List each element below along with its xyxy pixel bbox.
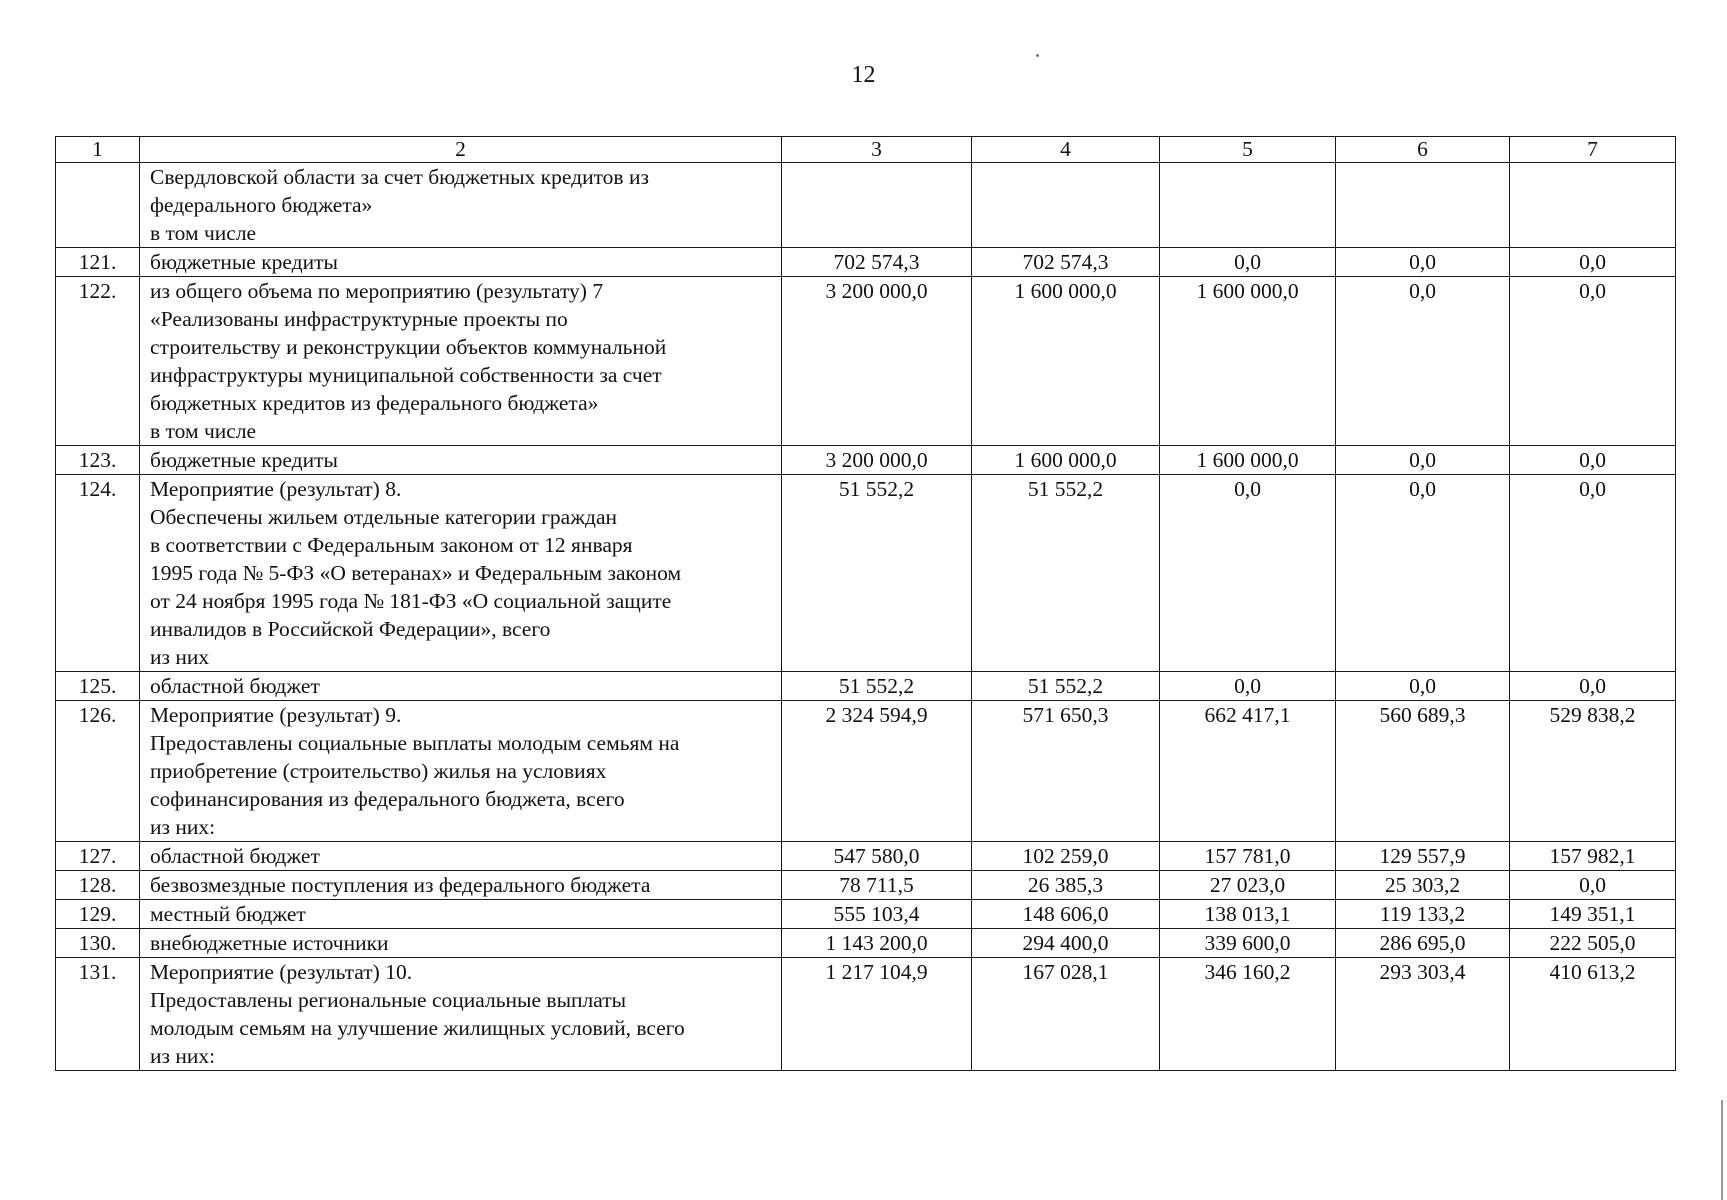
table-row <box>56 446 1676 475</box>
table-row <box>56 163 1676 248</box>
description-line: строительству и реконструкции объектов коммунальной <box>150 335 667 359</box>
description-line: Мероприятие (результат) 10. <box>150 960 413 984</box>
value-col-6: 25 303,2 <box>1336 871 1510 900</box>
value-col-3: 1 217 104,9 <box>782 958 972 1071</box>
value-col-4: 148 606,0 <box>972 900 1160 929</box>
page-number: 12 <box>851 62 876 88</box>
value-col-6: 119 133,2 <box>1336 900 1510 929</box>
row-number: 130. <box>56 929 140 958</box>
value-col-7: 0,0 <box>1510 672 1676 701</box>
description-line: молодым семьям на улучшение жилищных условий, всего <box>150 1016 685 1040</box>
row-number: 123. <box>56 446 140 475</box>
value-col-7: 529 838,2 <box>1510 701 1676 842</box>
description-line: Мероприятие (результат) 9. <box>150 703 402 727</box>
header-cell: 3 <box>782 137 972 163</box>
header-cell: 6 <box>1336 137 1510 163</box>
description-line: из них <box>150 645 210 669</box>
row-description <box>140 929 782 958</box>
description-line: инвалидов в Российской Федерации», всего <box>150 617 551 641</box>
description-line: Предоставлены социальные выплаты молодым семьям на <box>150 731 680 755</box>
value-col-3: 51 552,2 <box>782 672 972 701</box>
value-col-7: 0,0 <box>1510 446 1676 475</box>
row-description <box>140 672 782 701</box>
description-line: софинансирования из федерального бюджета, всего <box>150 787 625 811</box>
value-col-5: 339 600,0 <box>1160 929 1336 958</box>
value-col-5: 157 781,0 <box>1160 842 1336 871</box>
value-col-3: 3 200 000,0 <box>782 446 972 475</box>
value-col-6: 0,0 <box>1336 248 1510 277</box>
row-description <box>140 871 782 900</box>
value-col-5: 0,0 <box>1160 672 1336 701</box>
description-line: от 24 ноября 1995 года № 181-ФЗ «О социальной защите <box>150 589 672 613</box>
table-row <box>56 277 1676 446</box>
value-col-4: 1 600 000,0 <box>972 446 1160 475</box>
value-col-4: 26 385,3 <box>972 871 1160 900</box>
value-col-7: 0,0 <box>1510 475 1676 672</box>
value-col-5: 0,0 <box>1160 248 1336 277</box>
header-cell: 7 <box>1510 137 1676 163</box>
value-col-4: 167 028,1 <box>972 958 1160 1071</box>
table-row <box>56 672 1676 701</box>
value-col-6: 0,0 <box>1336 277 1510 446</box>
description-line: «Реализованы инфраструктурные проекты по <box>150 307 568 331</box>
row-number: 122. <box>56 277 140 446</box>
value-col-4: 51 552,2 <box>972 672 1160 701</box>
row-description <box>140 900 782 929</box>
row-description <box>140 701 782 842</box>
description-line: Свердловской области за счет бюджетных кредитов из <box>150 165 649 189</box>
description-line: бюджетные кредиты <box>150 448 338 472</box>
value-col-4: 51 552,2 <box>972 475 1160 672</box>
description-line: из них: <box>150 815 216 839</box>
row-description <box>140 277 782 446</box>
row-description <box>140 475 782 672</box>
value-col-6: 0,0 <box>1336 446 1510 475</box>
value-col-7 <box>1510 163 1676 248</box>
description-line: из них: <box>150 1044 216 1068</box>
row-number <box>56 163 140 248</box>
value-col-6: 0,0 <box>1336 672 1510 701</box>
description-line: из общего объема по мероприятию (результату) 7 <box>150 279 604 303</box>
header-cell: 5 <box>1160 137 1336 163</box>
value-col-6: 0,0 <box>1336 475 1510 672</box>
description-line: бюджетные кредиты <box>150 250 338 274</box>
row-number: 125. <box>56 672 140 701</box>
value-col-3: 555 103,4 <box>782 900 972 929</box>
description-line: Мероприятие (результат) 8. <box>150 477 402 501</box>
description-line: инфраструктуры муниципальной собственности за счет <box>150 363 662 387</box>
row-number: 129. <box>56 900 140 929</box>
table-row <box>56 900 1676 929</box>
description-line: в соответствии с Федеральным законом от 12 января <box>150 533 633 557</box>
value-col-7: 149 351,1 <box>1510 900 1676 929</box>
value-col-5 <box>1160 163 1336 248</box>
value-col-7: 0,0 <box>1510 277 1676 446</box>
description-line: областной бюджет <box>150 674 320 698</box>
value-col-3: 1 143 200,0 <box>782 929 972 958</box>
header-row <box>56 137 1676 163</box>
description-line: безвозмездные поступления из федерального бюджета <box>150 873 651 897</box>
description-line: бюджетных кредитов из федерального бюджета» <box>150 391 599 415</box>
value-col-5: 662 417,1 <box>1160 701 1336 842</box>
row-number: 121. <box>56 248 140 277</box>
description-line: в том числе <box>150 419 257 443</box>
row-number: 131. <box>56 958 140 1071</box>
value-col-3 <box>782 163 972 248</box>
value-col-7: 410 613,2 <box>1510 958 1676 1071</box>
budget-table <box>55 136 1676 1071</box>
value-col-3: 2 324 594,9 <box>782 701 972 842</box>
row-number: 128. <box>56 871 140 900</box>
header-cell: 2 <box>140 137 782 163</box>
table-row <box>56 701 1676 842</box>
table-body <box>56 137 1676 1071</box>
value-col-7: 157 982,1 <box>1510 842 1676 871</box>
value-col-5: 138 013,1 <box>1160 900 1336 929</box>
description-line: федерального бюджета» <box>150 193 373 217</box>
value-col-3: 3 200 000,0 <box>782 277 972 446</box>
description-line: внебюджетные источники <box>150 931 389 955</box>
value-col-7: 0,0 <box>1510 871 1676 900</box>
description-line: в том числе <box>150 221 257 245</box>
table-row <box>56 248 1676 277</box>
value-col-6: 286 695,0 <box>1336 929 1510 958</box>
row-number: 126. <box>56 701 140 842</box>
value-col-4 <box>972 163 1160 248</box>
table-row <box>56 475 1676 672</box>
table-row <box>56 929 1676 958</box>
value-col-5: 1 600 000,0 <box>1160 277 1336 446</box>
row-description <box>140 446 782 475</box>
value-col-5: 27 023,0 <box>1160 871 1336 900</box>
value-col-7: 0,0 <box>1510 248 1676 277</box>
value-col-6: 293 303,4 <box>1336 958 1510 1071</box>
description-line: областной бюджет <box>150 844 320 868</box>
value-col-4: 702 574,3 <box>972 248 1160 277</box>
row-number: 127. <box>56 842 140 871</box>
value-col-3: 78 711,5 <box>782 871 972 900</box>
value-col-3: 51 552,2 <box>782 475 972 672</box>
header-cell: 4 <box>972 137 1160 163</box>
description-line: местный бюджет <box>150 902 306 926</box>
value-col-6: 560 689,3 <box>1336 701 1510 842</box>
value-col-7: 222 505,0 <box>1510 929 1676 958</box>
row-description <box>140 842 782 871</box>
value-col-5: 0,0 <box>1160 475 1336 672</box>
value-col-3: 702 574,3 <box>782 248 972 277</box>
description-line: Предоставлены региональные социальные выплаты <box>150 988 627 1012</box>
table-row <box>56 842 1676 871</box>
value-col-5: 346 160,2 <box>1160 958 1336 1071</box>
description-line: приобретение (строительство) жилья на условиях <box>150 759 607 783</box>
table-row <box>56 958 1676 1071</box>
row-number: 124. <box>56 475 140 672</box>
table-row <box>56 871 1676 900</box>
value-col-5: 1 600 000,0 <box>1160 446 1336 475</box>
scan-speck <box>1036 54 1039 57</box>
value-col-4: 102 259,0 <box>972 842 1160 871</box>
description-line: Обеспечены жильем отдельные категории граждан <box>150 505 618 529</box>
value-col-6: 129 557,9 <box>1336 842 1510 871</box>
value-col-4: 571 650,3 <box>972 701 1160 842</box>
value-col-4: 294 400,0 <box>972 929 1160 958</box>
value-col-3: 547 580,0 <box>782 842 972 871</box>
value-col-4: 1 600 000,0 <box>972 277 1160 446</box>
value-col-6 <box>1336 163 1510 248</box>
description-line: 1995 года № 5-ФЗ «О ветеранах» и Федеральным законом <box>150 561 682 585</box>
header-cell: 1 <box>56 137 140 163</box>
row-description <box>140 163 782 248</box>
scan-edge-line <box>1721 1100 1723 1200</box>
row-description <box>140 248 782 277</box>
row-description <box>140 958 782 1071</box>
